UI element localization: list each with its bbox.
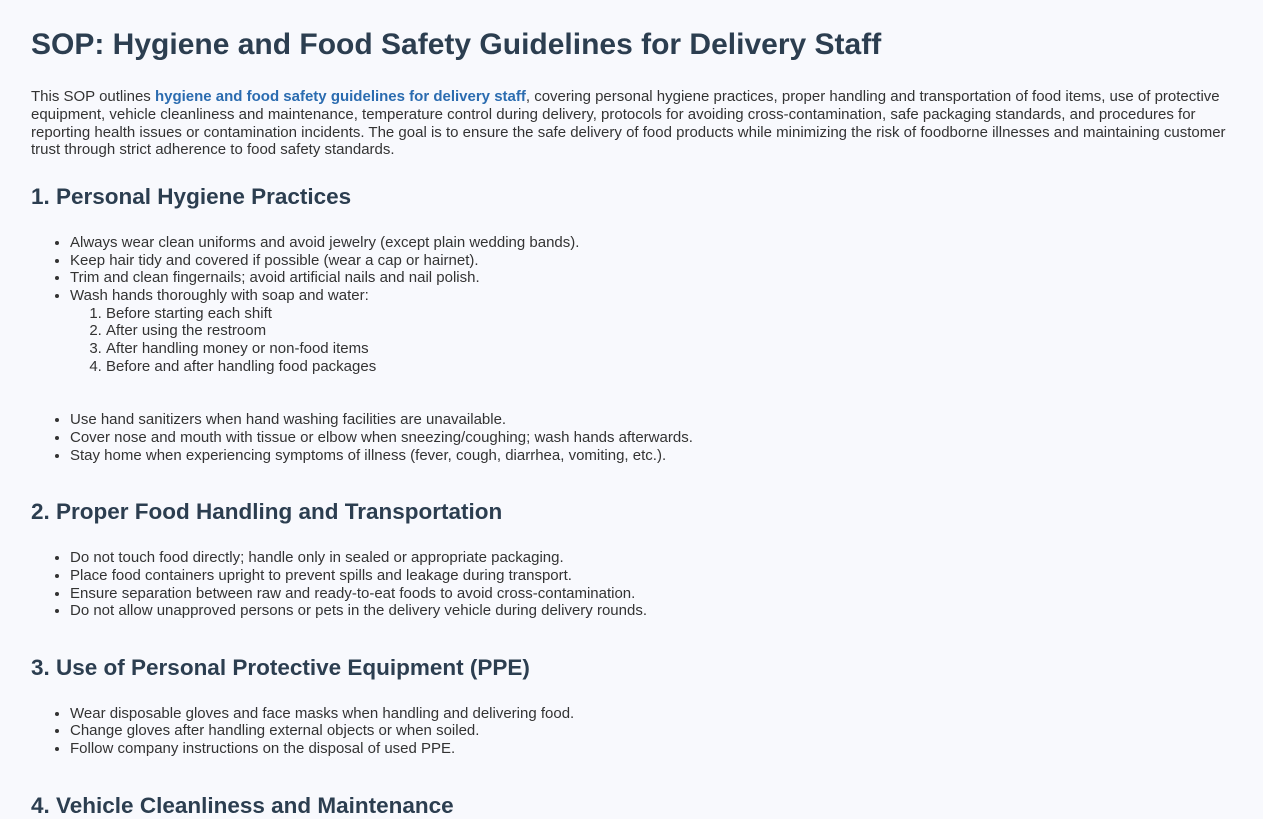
- numbered-item: 1. Before starting each shift: [106, 305, 1233, 323]
- intro-highlight-text: hygiene and food safety guidelines for delivery staff: [154, 88, 526, 106]
- intro-text-before: This SOP outlines: [31, 88, 155, 106]
- list-item: • Cover nose and mouth with tissue or elbow when sneezing/coughing; wash hands afterwards.: [70, 429, 1233, 447]
- section-personal-hygiene: [31, 185, 1233, 464]
- list-item: • Always wear clean uniforms and avoid jewelry (except plain wedding bands).: [70, 234, 1233, 252]
- page-title: SOP: Hygiene and Food Safety Guidelines for Delivery Staff: [31, 28, 882, 61]
- list-item: • Place food containers upright to prevent spills and leakage during transport.: [70, 567, 1233, 585]
- numbered-item: 4. Before and after handling food packages: [106, 358, 1233, 376]
- section-4-heading: 4. Vehicle Cleanliness and Maintenance: [31, 792, 454, 818]
- list-item: • Wear disposable gloves and face masks when handling and delivering food.: [70, 705, 1233, 723]
- list-item: • Stay home when experiencing symptoms of illness (fever, cough, diarrhea, vomiting, etc.).: [70, 447, 1233, 465]
- list-item: • Follow company instructions on the disposal of used PPE.: [70, 740, 1233, 758]
- section-food-handling: [31, 500, 1233, 620]
- section-ppe: [31, 656, 1233, 758]
- intro-paragraph: [31, 88, 1233, 159]
- handwashing-steps-list: [70, 305, 1233, 376]
- section-vehicle-cleanliness: [31, 794, 1233, 819]
- section-1-bullet-list: [31, 234, 1233, 376]
- section-1-heading: 1. Personal Hygiene Practices: [31, 184, 352, 210]
- section-3-heading: 3. Use of Personal Protective Equipment (PPE): [31, 654, 530, 680]
- section-2-bullet-list: [31, 549, 1233, 620]
- list-item: • Ensure separation between raw and ready-to-eat foods to avoid cross-contamination.: [70, 585, 1233, 603]
- list-item: • Do not touch food directly; handle only in sealed or appropriate packaging.: [70, 549, 1233, 567]
- list-item: • Use hand sanitizers when hand washing facilities are unavailable.: [70, 411, 1233, 429]
- numbered-item: 3. After handling money or non-food items: [106, 340, 1233, 358]
- list-item: • Change gloves after handling external objects or when soiled.: [70, 722, 1233, 740]
- list-item: • Keep hair tidy and covered if possible (wear a cap or hairnet).: [70, 252, 1233, 270]
- section-2-heading: 2. Proper Food Handling and Transportation: [31, 499, 503, 525]
- numbered-item: 2. After using the restroom: [106, 322, 1233, 340]
- list-item: • Trim and clean fingernails; avoid artificial nails and nail polish.: [70, 269, 1233, 287]
- section-1-bullet-list-continued: [31, 411, 1233, 464]
- intro-text-after: , covering personal hygiene practices, proper handling and transportation of food items, use of protective equipment, vehicle cleanliness and maintenance, temperature control during delivery, protocols for avoiding cross-contamination, safe packaging standards, and procedures for reporting health issues or contamination incidents. The goal is to ensure the safe delivery of food products while minimizing the risk of foodborne illnesses and maintaining customer trust through strict adherence to food safety standards.: [31, 88, 1226, 159]
- list-item: [70, 287, 1233, 375]
- list-item: • Do not allow unapproved persons or pets in the delivery vehicle during delivery rounds.: [70, 602, 1233, 620]
- section-3-bullet-list: [31, 705, 1233, 758]
- list-item-text: Wash hands thoroughly with soap and water:: [70, 286, 369, 304]
